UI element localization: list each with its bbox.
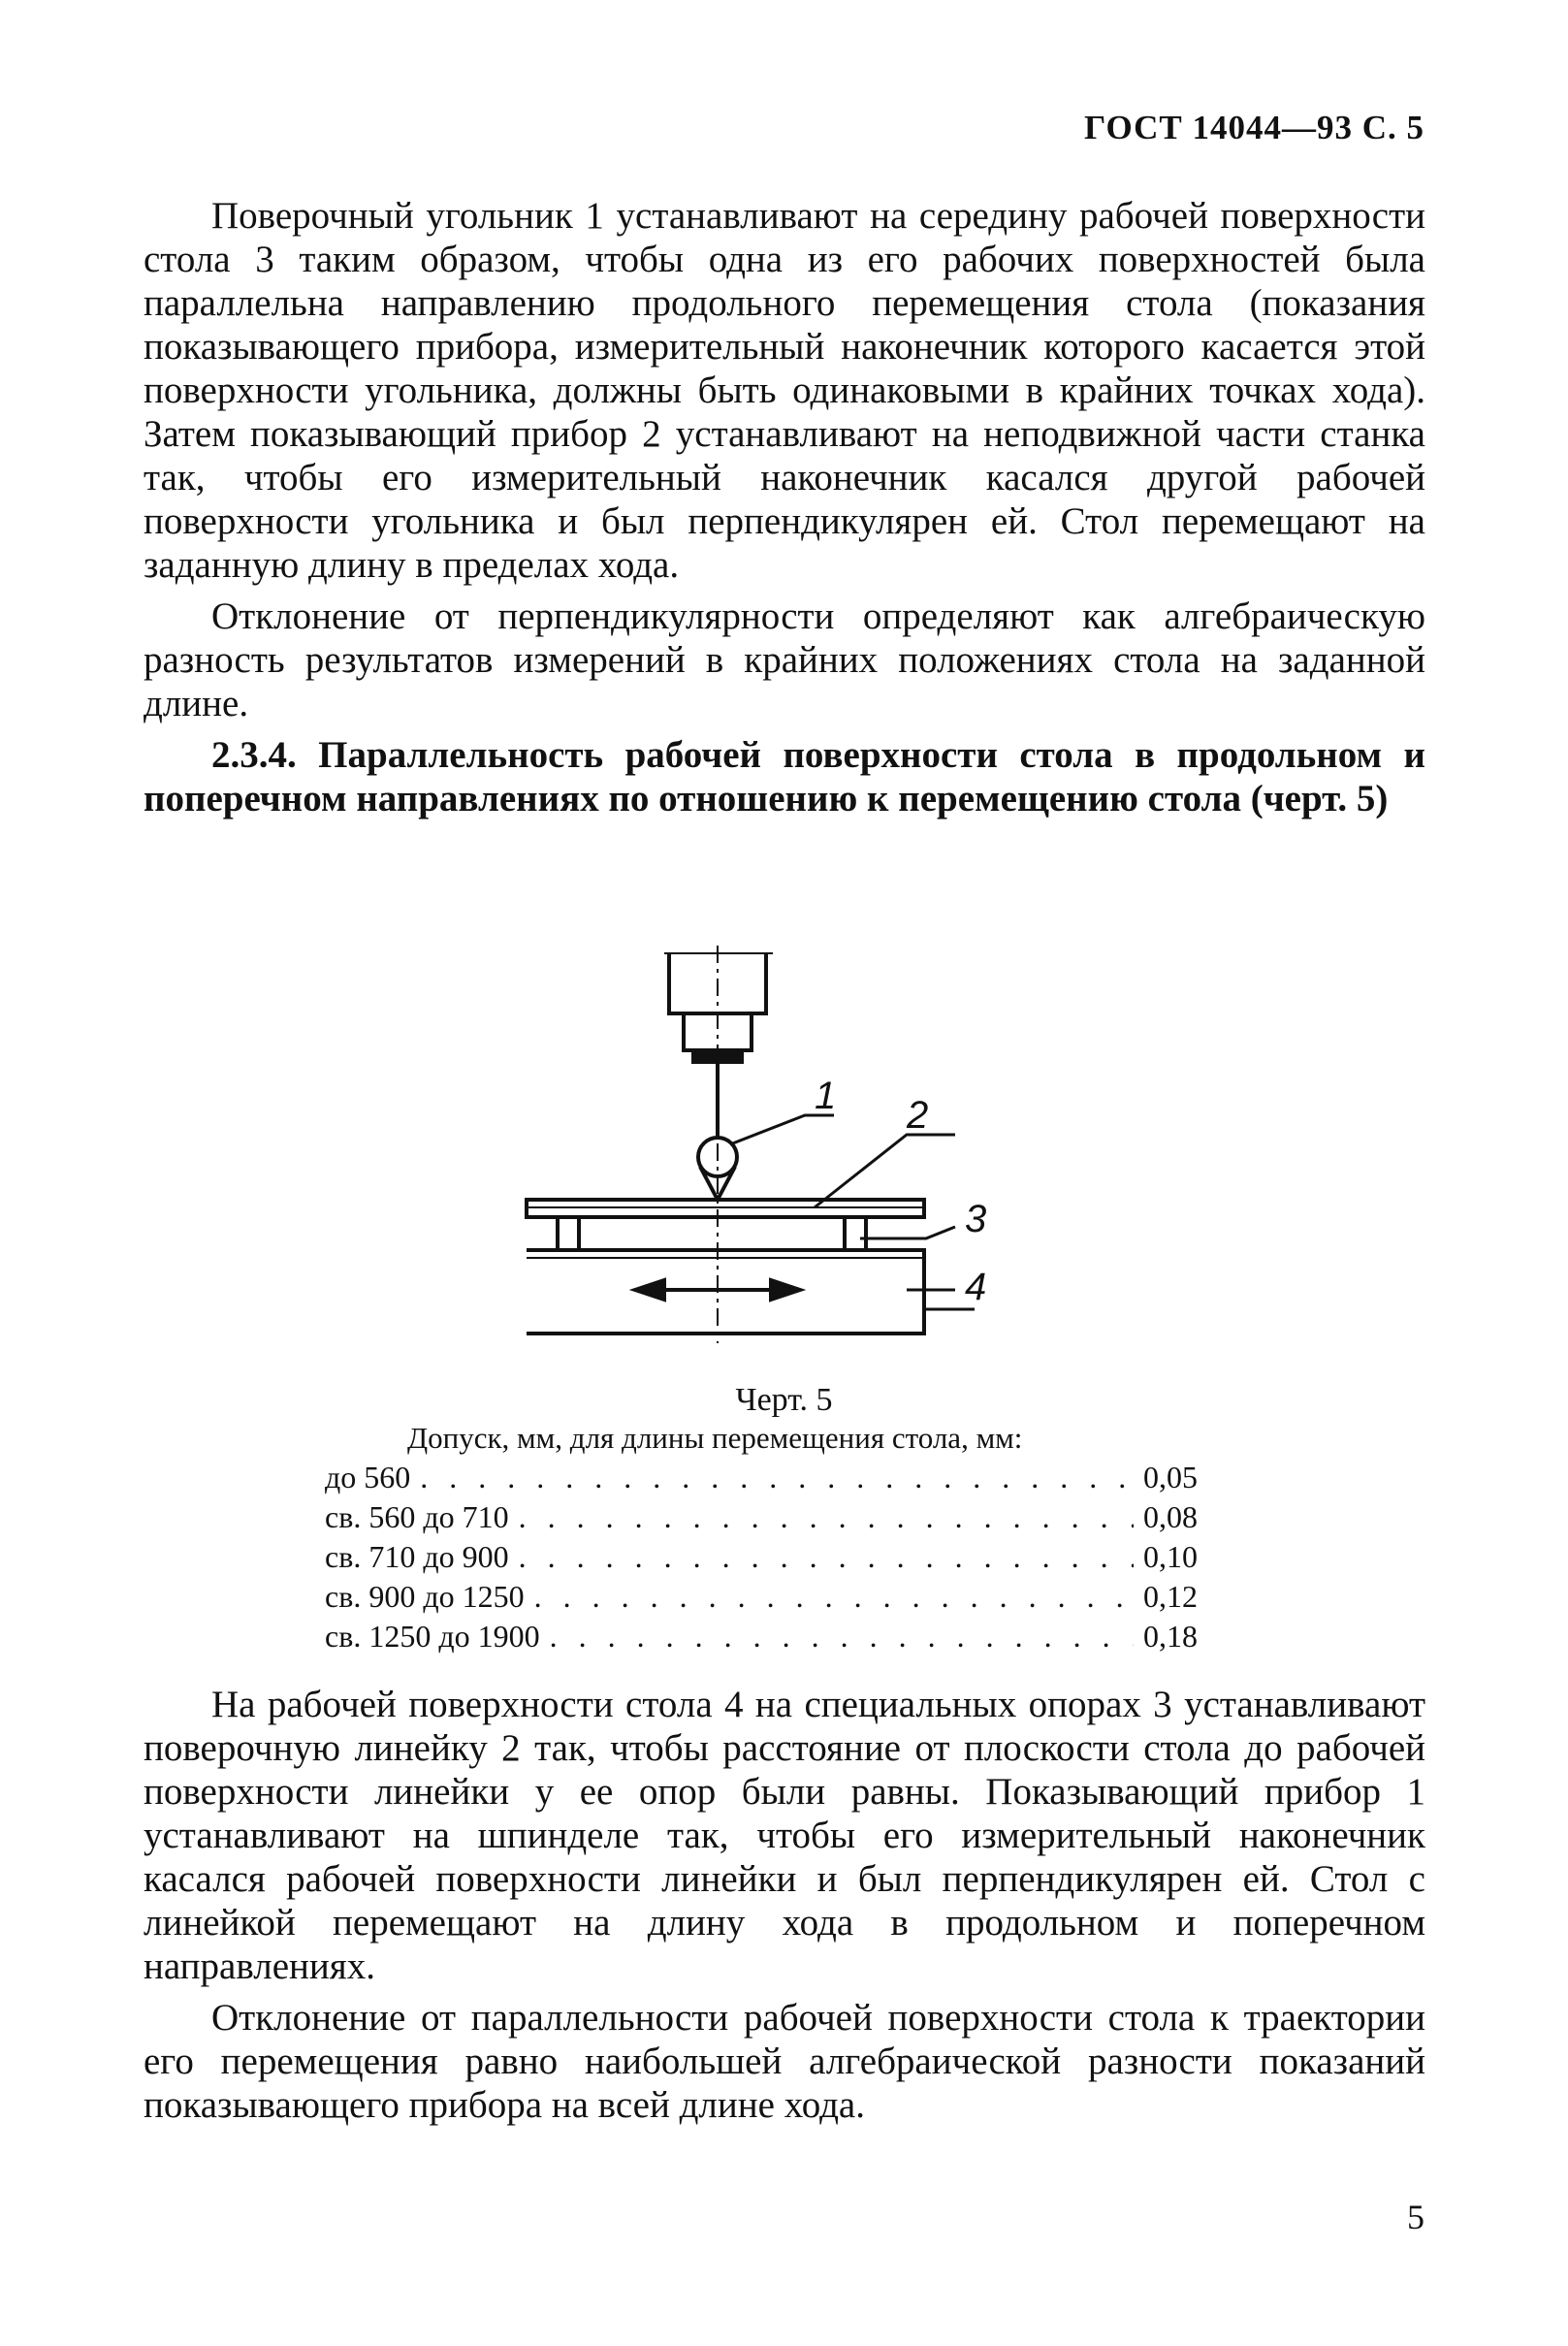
tolerance-row	[325, 1539, 1198, 1579]
tolerance-length: св. 710 до 900	[325, 1539, 509, 1574]
dot-leader	[550, 1619, 1134, 1655]
section-heading: 2.3.4. Параллельность рабочей поверхности стола в продольном и поперечном направлениях по отношению к перемещению стола (черт. 5)	[144, 734, 1425, 819]
figure-svg	[519, 946, 1042, 1363]
page-number: 5	[1407, 2198, 1424, 2236]
arrow-head-left	[635, 1280, 664, 1300]
label-2: 2	[907, 1094, 929, 1137]
page-header: ГОСТ 14044—93 С. 5	[1084, 109, 1424, 146]
tolerance-length: до 560	[325, 1460, 411, 1494]
dot-leader	[420, 1460, 1134, 1495]
arrow-head-right	[771, 1280, 800, 1300]
tolerance-value: 0,12	[1143, 1579, 1198, 1614]
tolerance-length: св. 560 до 710	[325, 1499, 509, 1534]
leader-2	[815, 1135, 955, 1207]
leader-1	[730, 1115, 834, 1144]
tolerance-length: св. 1250 до 1900	[325, 1619, 540, 1654]
tolerance-row	[325, 1499, 1198, 1539]
dot-leader	[519, 1539, 1134, 1575]
tolerance-title: Допуск, мм, для длины перемещения стола, мм:	[407, 1421, 1023, 1455]
dot-leader	[519, 1499, 1134, 1535]
tolerance-value: 0,05	[1143, 1460, 1198, 1494]
support-right	[845, 1217, 866, 1250]
tolerance-value: 0,10	[1143, 1539, 1198, 1574]
paragraph: Поверочный угольник 1 устанавливают на середину рабочей поверхности стола 3 таким образом, чтобы одна из его рабочих поверхностей была параллельна направлению продольного перемещения стола (показания показывающего прибора, измерительный наконечник которого касается этой поверхности угольника, должны быть одинаковыми в крайних точках хода). Затем показывающий прибор 2 устанавливают на неподвижной части станка так, чтобы его измерительный наконечник касался другой рабочей поверхности угольника и был перпендикулярен ей. Стол перемещают на заданную длину в пределах хода.	[144, 195, 1425, 586]
paragraph: Отклонение от параллельности рабочей поверхности стола к траектории его перемещения равно наибольшей алгебраической разности показаний показывающего прибора на всей длине хода.	[144, 1997, 1425, 2126]
paragraph: На рабочей поверхности стола 4 на специальных опорах 3 устанавливают поверочную линейку 2 так, чтобы расстояние от плоскости стола до рабочей поверхности линейки у ее опор были равны. Показывающий прибор 1 устанавливают на шпинделе так, чтобы его измерительный наконечник касался рабочей поверхности линейки и был перпендикулярен ей. Стол с линейкой перемещают на длину хода в продольном и поперечном направлениях.	[144, 1684, 1425, 1987]
tolerance-value: 0,18	[1143, 1619, 1198, 1654]
tolerance-table	[325, 1460, 1198, 1658]
leader-3	[860, 1227, 955, 1238]
support-left	[558, 1217, 579, 1250]
tolerance-length: св. 900 до 1250	[325, 1579, 525, 1614]
tolerance-row	[325, 1619, 1198, 1658]
label-4: 4	[965, 1266, 987, 1308]
label-3: 3	[965, 1198, 987, 1240]
label-1: 1	[815, 1075, 837, 1117]
dot-leader	[534, 1579, 1134, 1615]
figure-caption: Черт. 5	[735, 1382, 833, 1418]
figure-drawing	[519, 946, 1042, 1363]
paragraph: Отклонение от перпендикулярности определяют как алгебраическую разность результатов измерений в крайних положениях стола на заданной длине.	[144, 595, 1425, 724]
tolerance-row	[325, 1579, 1198, 1619]
text-block-top	[144, 194, 1425, 828]
text-block-bottom	[144, 1683, 1425, 2135]
tolerance-row	[325, 1460, 1198, 1499]
tolerance-value: 0,08	[1143, 1499, 1198, 1534]
